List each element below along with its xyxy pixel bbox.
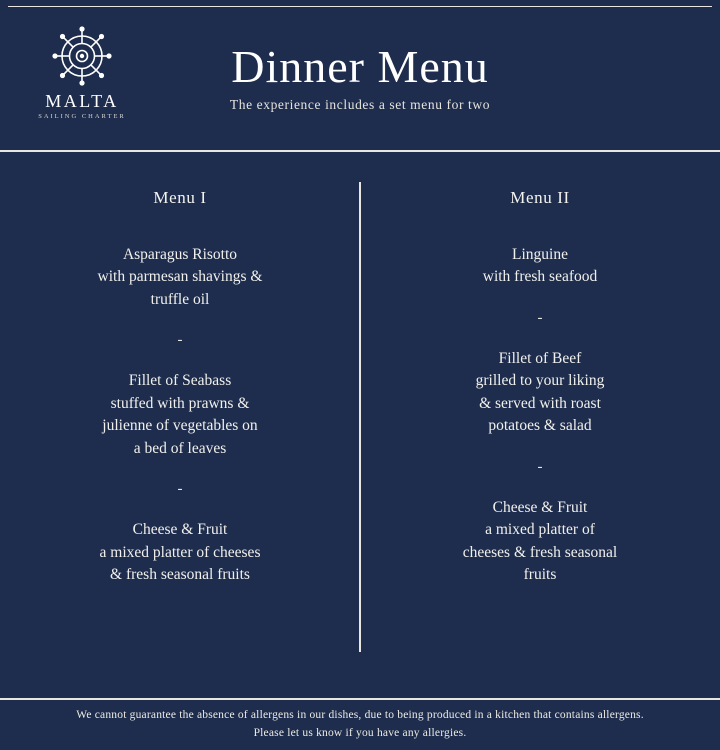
menu-2-course-2: Fillet of Beef grilled to your liking & served with roast potatoes & salad <box>475 349 605 435</box>
menu-column-2 <box>360 188 720 697</box>
brand-name: MALTA <box>45 91 119 111</box>
menu-1-course-1: Asparagus Risotto with parmesan shavings & truffle oil <box>97 246 263 308</box>
column-divider <box>359 182 361 652</box>
menu-1-course-3: Cheese & Fruit a mixed platter of cheeses & fresh seasonal fruits <box>99 521 261 584</box>
menu-2-separator-2: - <box>537 458 543 475</box>
menu-1-course-2: Fillet of Seabass stuffed with prawns & julienne of vegetables on a bed of leaves <box>102 372 258 457</box>
menu-2-course-1: Linguine with fresh seafood <box>482 246 598 286</box>
menu-header <box>0 0 720 152</box>
menu-1-separator-1: - <box>177 332 183 349</box>
page-subtitle: The experience includes a set menu for two <box>229 97 491 113</box>
menu-1-title: Menu I <box>153 188 207 207</box>
menu-2-title: Menu II <box>510 188 570 207</box>
ship-wheel-icon <box>30 26 134 86</box>
menu-2-separator-1: - <box>537 309 543 326</box>
allergen-footer <box>0 698 720 750</box>
brand-block <box>30 26 134 121</box>
menu-1-separator-2: - <box>177 481 183 498</box>
brand-tagline: SAILING CHARTER <box>38 113 126 120</box>
page-title: Dinner Menu <box>231 40 489 92</box>
allergen-notice-line-2: Please let us know if you have any allergies. <box>253 727 467 739</box>
menu-columns <box>0 152 720 697</box>
allergen-notice-line-1: We cannot guarantee the absence of allergens in our dishes, due to being produced in a kitchen that contains allergens. <box>76 709 644 722</box>
menu-2-course-3: Cheese & Fruit a mixed platter of cheeses & fresh seasonal fruits <box>462 498 618 584</box>
menu-column-1 <box>0 188 360 697</box>
